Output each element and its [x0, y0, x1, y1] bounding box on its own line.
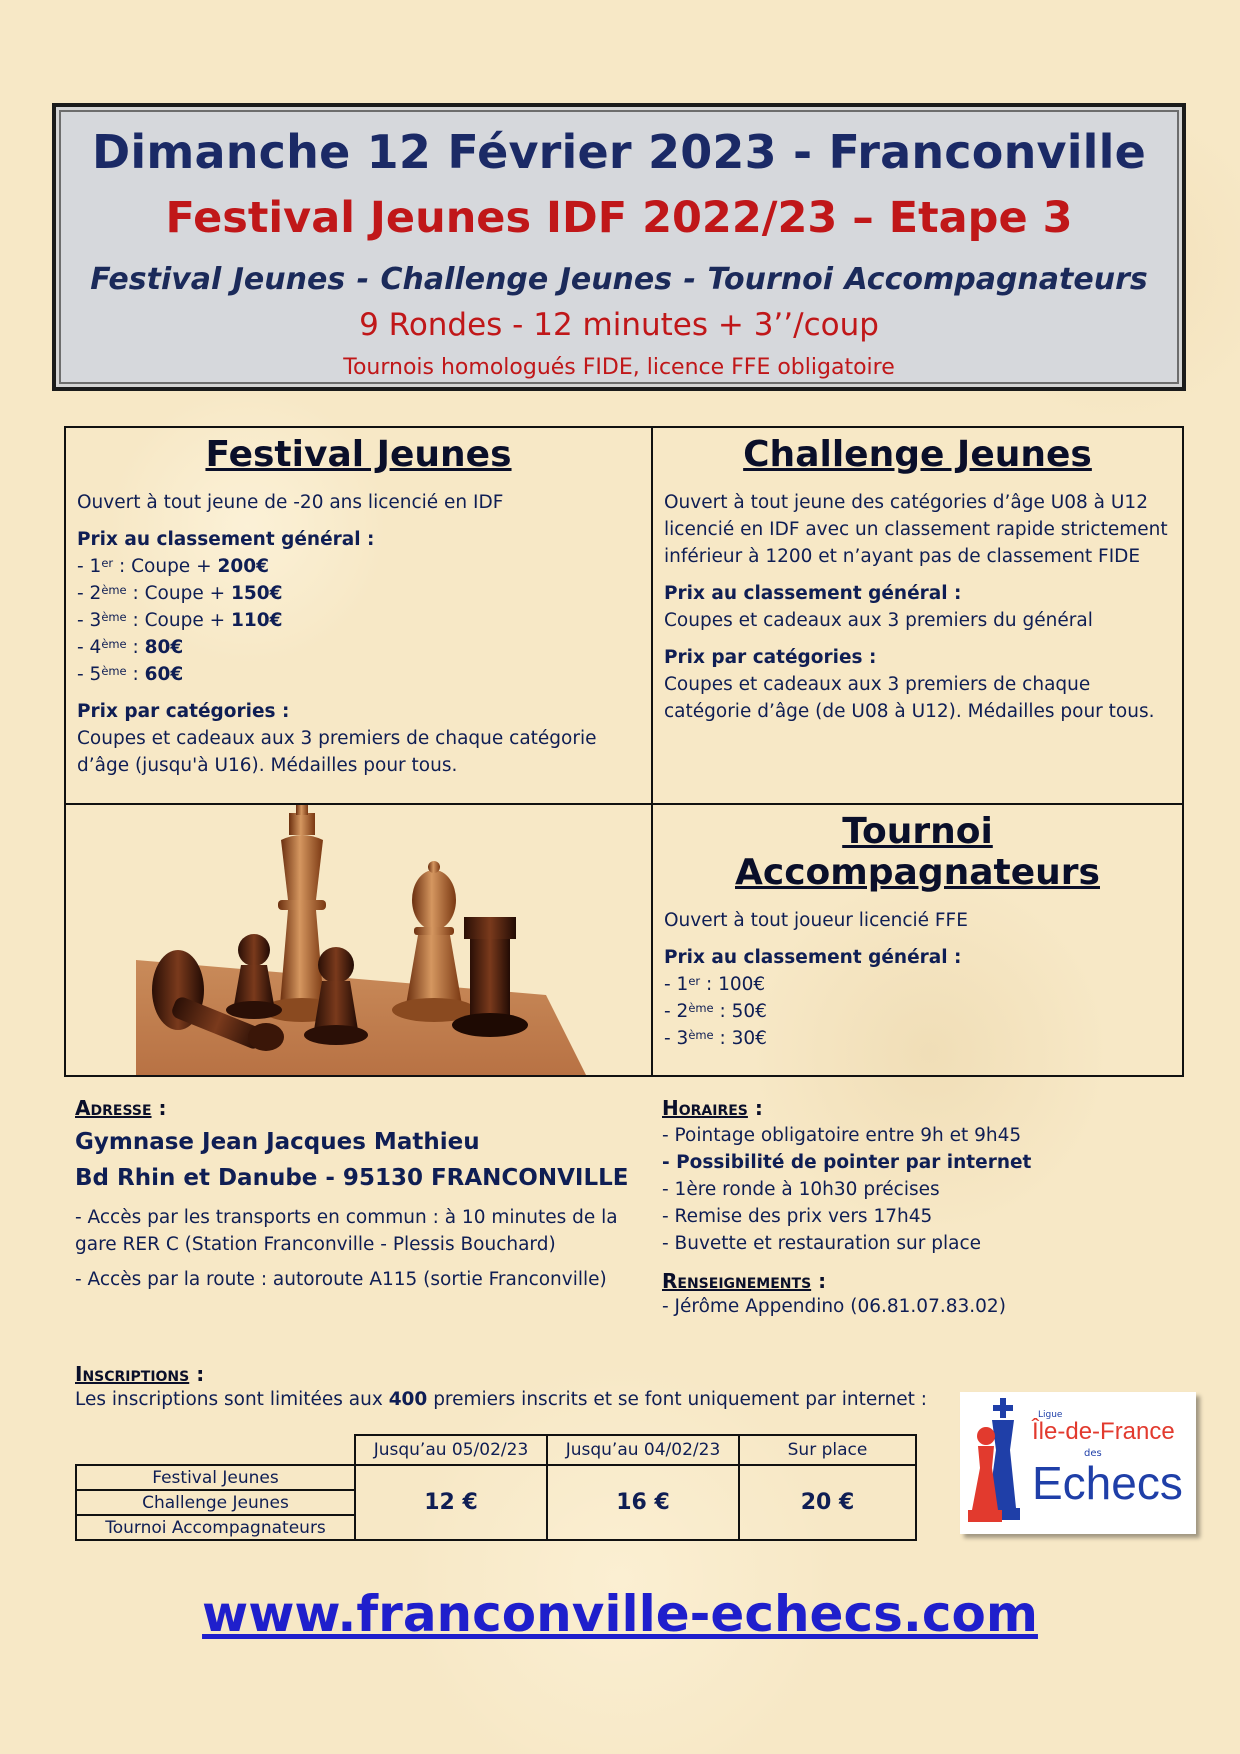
festival-prize-general-heading: Prix au classement général :: [77, 529, 375, 550]
tournoi-accompagnateurs-cell: [651, 803, 1184, 1077]
chess-image-cell: [64, 803, 653, 1077]
fee-price: 16 €: [547, 1465, 739, 1540]
accomp-title: Tournoi Accompagnateurs: [735, 811, 1100, 893]
chess-pieces-image: [66, 805, 651, 1075]
challenge-prize-general-text: Coupes et cadeaux aux 3 premiers du général: [664, 610, 1093, 631]
inscriptions-text: Les inscriptions sont limitées aux 400 premiers inscrits et se font uniquement par internet :: [75, 1389, 928, 1410]
rook-piece: [452, 917, 528, 1037]
address-heading: Adresse :: [75, 1096, 167, 1120]
logo-ligue: Ligue: [1038, 1410, 1063, 1420]
ligue-logo: [960, 1392, 1196, 1534]
fees-table: [75, 1434, 917, 1541]
logo-echecs: Echecs: [1032, 1457, 1183, 1509]
accomp-prize-general-heading: Prix au classement général :: [664, 947, 962, 968]
horaire-item: - Buvette et restauration sur place: [662, 1233, 982, 1254]
fee-price: 12 €: [355, 1465, 547, 1540]
festival-prize-item: - 3ème : Coupe + 110€: [77, 609, 283, 631]
fee-row-label: Festival Jeunes: [76, 1465, 355, 1490]
festival-prize-list: [77, 553, 640, 688]
transport-info: - Accès par les transports en commun : à 10 minutes de la: [75, 1207, 618, 1228]
inscriptions-section: [75, 1362, 955, 1413]
horaires-list: [662, 1122, 1182, 1257]
accomp-open: Ouvert à tout joueur licencié FFE: [664, 910, 968, 931]
festival-prize-item: - 5ème : 60€: [77, 663, 184, 685]
inscriptions-heading: Inscriptions :: [75, 1362, 205, 1386]
accomp-prize-item: - 2ème : 50€: [664, 1000, 767, 1022]
page-subtitle: Festival Jeunes IDF 2022/23 – Etape 3: [165, 193, 1073, 243]
festival-jeunes-cell: [64, 426, 653, 805]
challenge-open: inférieur à 1200 et n’ayant pas de classement FIDE: [664, 546, 1141, 567]
page-title: Dimanche 12 Février 2023 - Franconville: [91, 125, 1147, 179]
accomp-prize-item: - 3ème : 30€: [664, 1027, 767, 1049]
chess-pieces-logo-icon: [966, 1398, 1036, 1528]
horaire-item: - Pointage obligatoire entre 9h et 9h45: [662, 1125, 1022, 1146]
header-banner: [52, 103, 1186, 391]
festival-prize-cat-text: d’âge (jusqu'à U16). Médailles pour tous.: [77, 755, 458, 776]
fee-row-label: Challenge Jeunes: [76, 1490, 355, 1515]
festival-prize-item: - 2ème : Coupe + 150€: [77, 582, 283, 604]
events-list: Festival Jeunes - Challenge Jeunes - Tournoi Accompagnateurs: [90, 262, 1148, 297]
website-link[interactable]: www.franconville-echecs.com: [202, 1585, 1038, 1643]
logo-des: des: [1084, 1448, 1102, 1459]
venue-street: Bd Rhin et Danube - 95130 FRANCONVILLE: [75, 1165, 629, 1191]
festival-prize-item: - 4ème : 80€: [77, 636, 184, 658]
challenge-prize-general-heading: Prix au classement général :: [664, 583, 962, 604]
festival-prize-item: - 1er : Coupe + 200€: [77, 555, 269, 577]
fide-note: Tournois homologués FIDE, licence FFE obligatoire: [343, 355, 895, 380]
transport-info: gare RER C (Station Franconville - Plessis Bouchard): [75, 1234, 556, 1255]
logo-region: Île-de-France: [1032, 1418, 1175, 1445]
festival-prize-cat-heading: Prix par catégories :: [77, 701, 290, 722]
challenge-open: licencié en IDF avec un classement rapide strictement: [664, 519, 1168, 540]
horaires-heading: Horaires :: [662, 1096, 763, 1120]
accomp-prize-list: [664, 971, 1171, 1052]
festival-prize-cat-text: Coupes et cadeaux aux 3 premiers de chaque catégorie: [77, 728, 597, 749]
fee-column-header: Jusqu’au 05/02/23: [355, 1435, 547, 1465]
renseignements-heading: Renseignements :: [662, 1269, 827, 1293]
horaire-item: - Possibilité de pointer par internet: [662, 1152, 1032, 1173]
fee-column-header: Jusqu’au 04/02/23: [547, 1435, 739, 1465]
challenge-title: Challenge Jeunes: [743, 434, 1092, 475]
fee-column-header: Sur place: [739, 1435, 916, 1465]
rounds-info: 9 Rondes - 12 minutes + 3’’/coup: [359, 307, 879, 343]
challenge-prize-cat-text: Coupes et cadeaux aux 3 premiers de chaque: [664, 674, 1091, 695]
challenge-jeunes-cell: [651, 426, 1184, 805]
fee-row-label: Tournoi Accompagnateurs: [76, 1515, 355, 1540]
horaires-section: [662, 1096, 1182, 1320]
road-info: - Accès par la route : autoroute A115 (sortie Franconville): [75, 1269, 607, 1290]
challenge-prize-cat-heading: Prix par catégories :: [664, 647, 877, 668]
horaire-item: - Remise des prix vers 17h45: [662, 1206, 933, 1227]
accomp-prize-item: - 1er : 100€: [664, 973, 766, 995]
address-section: [75, 1096, 645, 1293]
challenge-open: Ouvert à tout jeune des catégories d’âge U08 à U12: [664, 492, 1148, 513]
festival-open: Ouvert à tout jeune de -20 ans licencié en IDF: [77, 492, 504, 513]
challenge-prize-cat-text: catégorie d’âge (de U08 à U12). Médailles pour tous.: [664, 701, 1155, 722]
venue-name: Gymnase Jean Jacques Mathieu: [75, 1129, 480, 1155]
horaire-item: - 1ère ronde à 10h30 précises: [662, 1179, 940, 1200]
contact-info: - Jérôme Appendino (06.81.07.83.02): [662, 1296, 1006, 1317]
fee-price: 20 €: [739, 1465, 916, 1540]
festival-title: Festival Jeunes: [205, 434, 512, 475]
